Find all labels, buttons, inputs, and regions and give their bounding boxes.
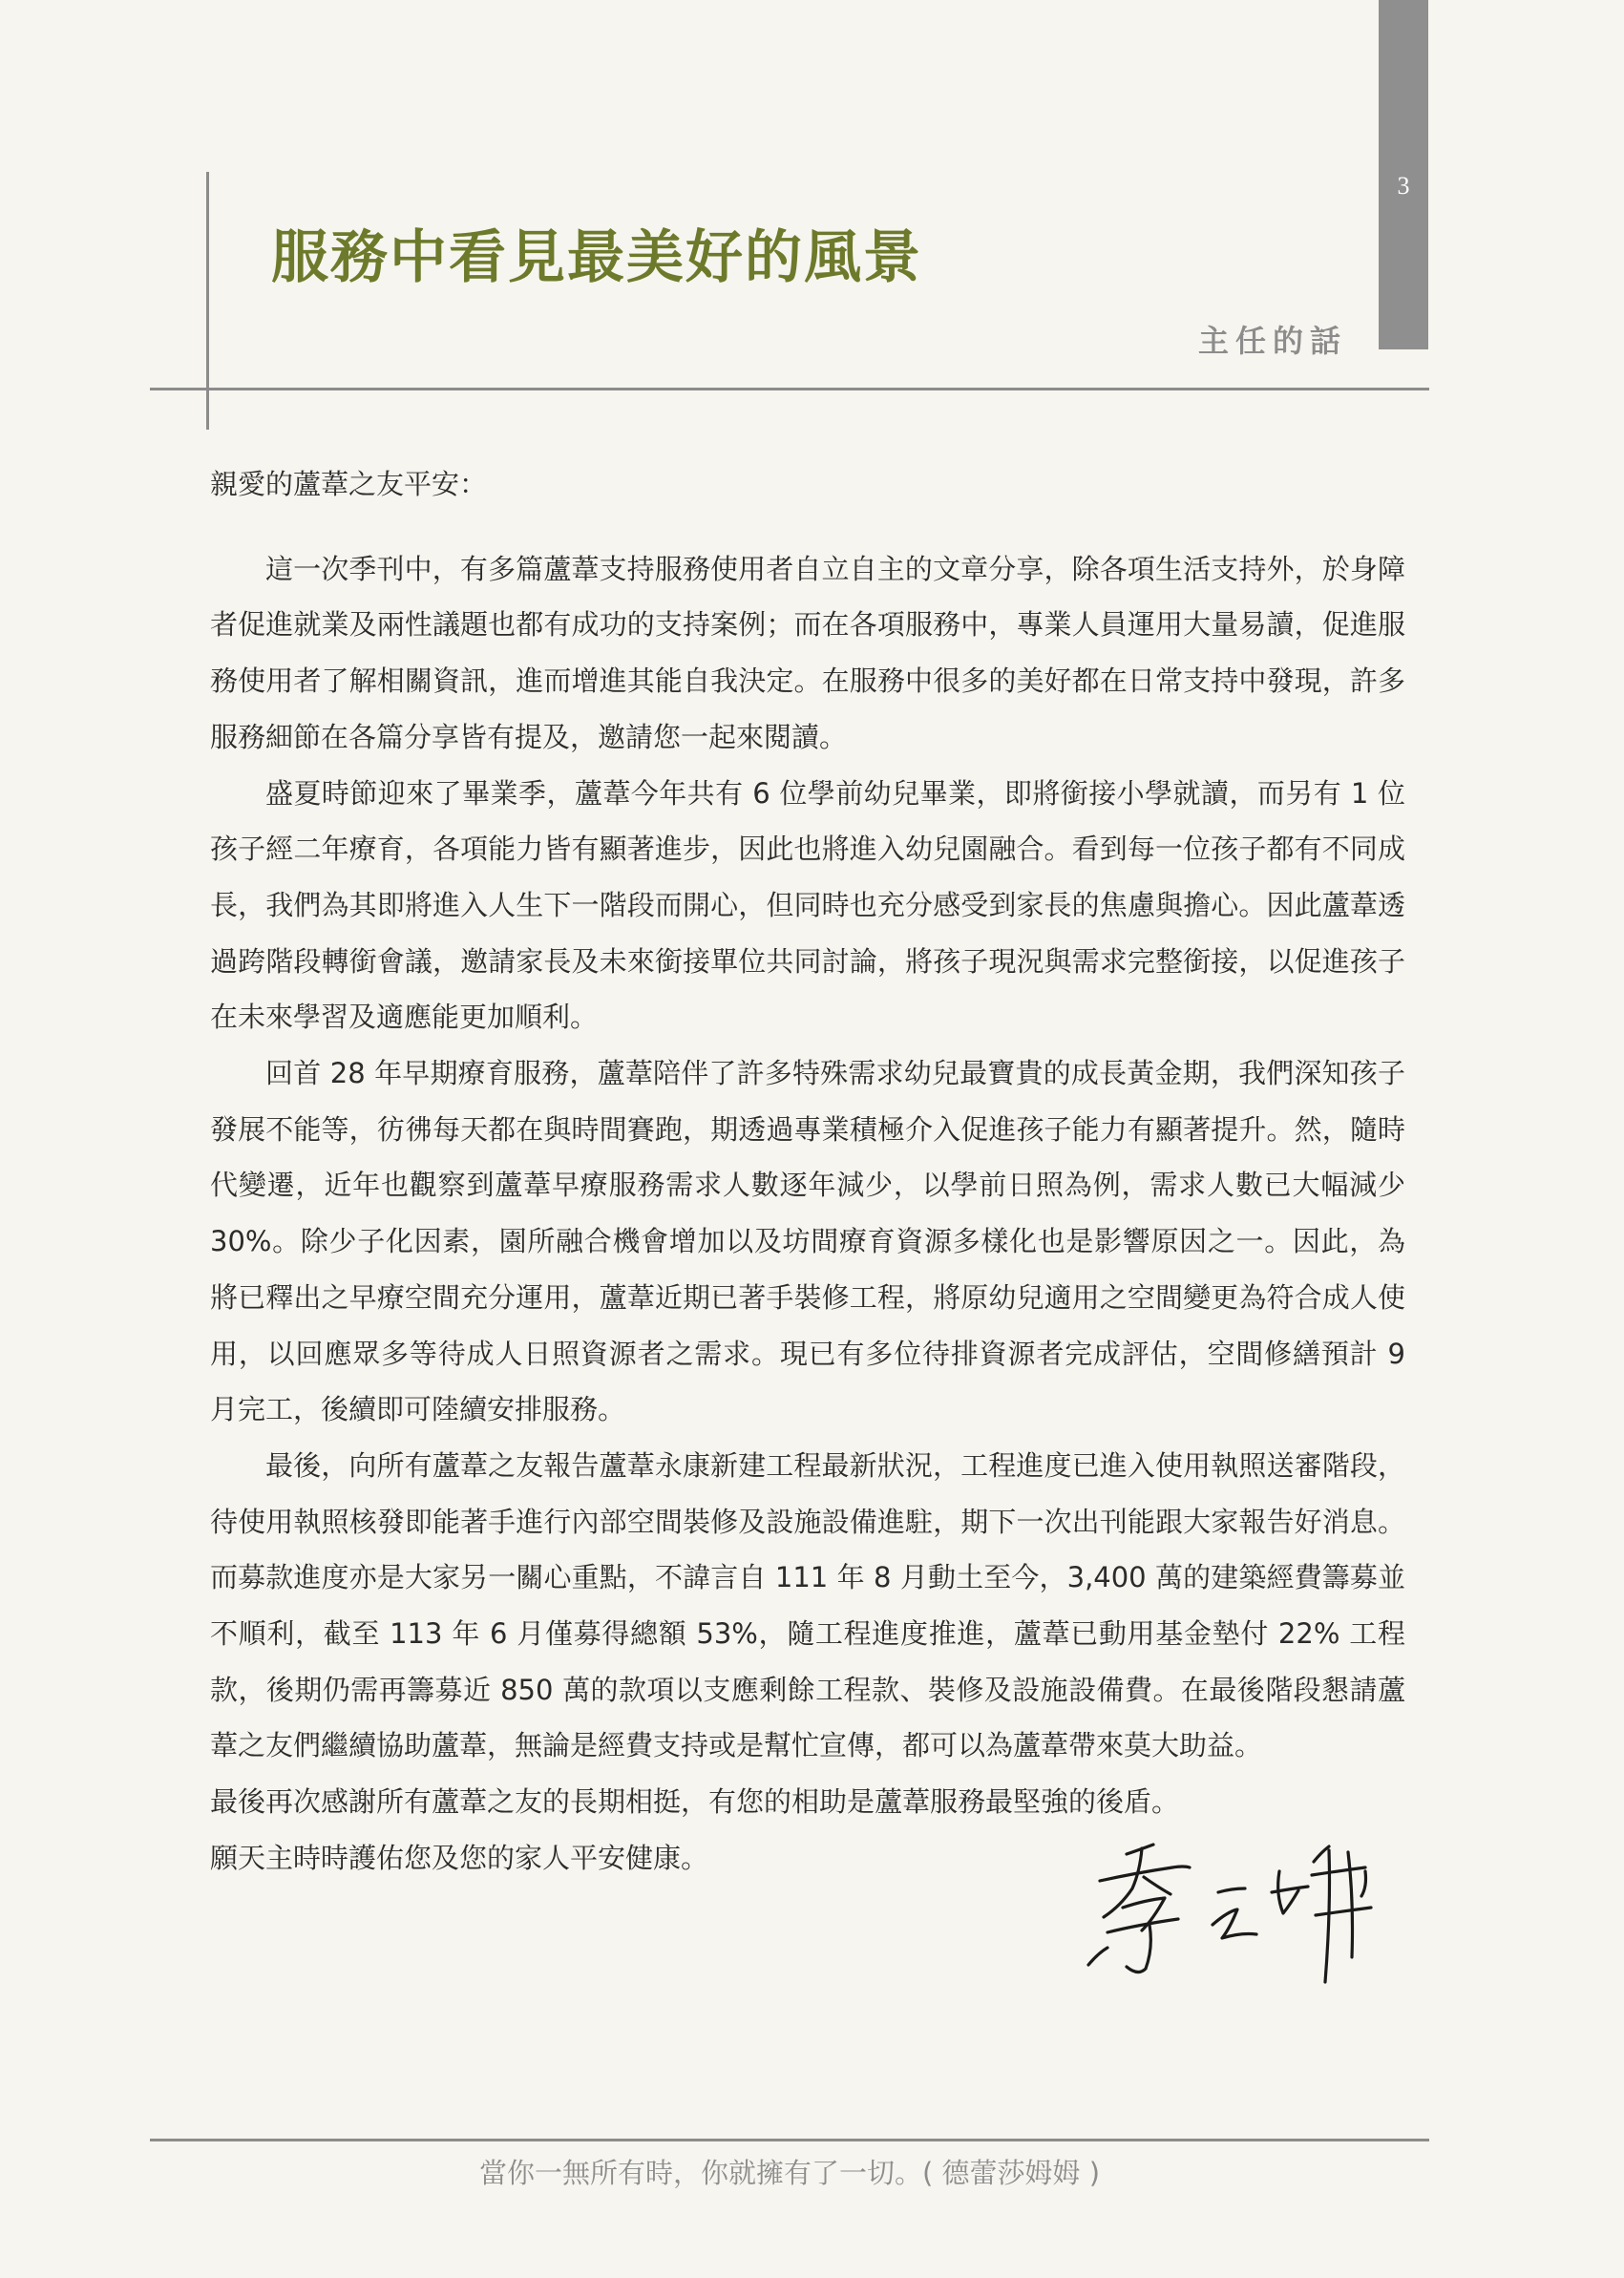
- header-vertical-rule: [206, 172, 209, 430]
- letter-paragraph: 盛夏時節迎來了畢業季，蘆葦今年共有 6 位學前幼兒畢業，即將銜接小學就讀，而另有 1 位孩子經二年療育，各項能力皆有顯著進步，因此也將進入幼兒園融合。看到每一位孩子都有不同成長，我們為其即將進入人生下一階段而開心，但同時也充分感受到家長的焦慮與擔心。因此蘆葦透過跨階段轉銜會議，邀請家長及未來銜接單位共同討論，將孩子現況與需求完整銜接，以促進孩子在未來學習及適應能更加順利。: [210, 776, 1405, 1034]
- footer-rule: [150, 2139, 1429, 2141]
- letter-paragraph: 這一次季刊中，有多篇蘆葦支持服務使用者自立自主的文章分享，除各項生活支持外，於身障者促進就業及兩性議題也都有成功的支持案例；而在各項服務中，專業人員運用大量易讀，促進服務使用者了解相關資訊，進而增進其能自我決定。在服務中很多的美好都在日常支持中發現，許多服務細節在各篇分享皆有提及，邀請您一起來閱讀。: [210, 552, 1405, 753]
- letter-body: [210, 456, 1405, 1887]
- letter-paragraph: 回首 28 年早期療育服務，蘆葦陪伴了許多特殊需求幼兒最寶貴的成長黃金期，我們深知孩子發展不能等，彷彿每天都在與時間賽跑，期透過專業積極介入促進孩子能力有顯著提升。然，隨時代變遷，近年也觀察到蘆葦早療服務需求人數逐年減少，以學前日照為例，需求人數已大幅減少 30%。除少子化因素，園所融合機會增加以及坊間療育資源多樣化也是影響原因之一。因此，為將已釋出之早療空間充分運用，蘆葦近期已著手裝修工程，將原幼兒適用之空間變更為符合成人使用，以回應眾多等待成人日照資源者之需求。現已有多位待排資源者完成評估，空間修繕預計 9 月完工，後續即可陸續安排服務。: [210, 1057, 1405, 1426]
- handwritten-signature: [1079, 1833, 1413, 1986]
- header-horizontal-rule: [150, 388, 1429, 390]
- letter-closing-line: 願天主時時護佑您及您的家人平安健康。: [210, 1841, 709, 1874]
- letter-greeting: 親愛的蘆葦之友平安：: [210, 468, 488, 500]
- page-number: 3: [1397, 172, 1410, 200]
- section-label: 主任的話: [1197, 323, 1347, 359]
- page-title: 服務中看見最美好的風景: [271, 224, 922, 291]
- letter-paragraph: 最後，向所有蘆葦之友報告蘆葦永康新建工程最新狀況，工程進度已進入使用執照送審階段，待使用執照核發即能著手進行內部空間裝修及設施設備進駐，期下一次出刊能跟大家報告好消息。而募款進度亦是大家另一關心重點，不諱言自 111 年 8 月動土至今，3,400 萬的建築經費籌募並不順利，截至 113 年 6 月僅募得總額 53%，隨工程進度推進，蘆葦已動用基金墊付 22% 工程款，後期仍需再籌募近 850 萬的款項以支應剩餘工程款、裝修及設施設備費。在最後階段懇請蘆葦之友們繼續協助蘆葦，無論是經費支持或是幫忙宣傳，都可以為蘆葦帶來莫大助益。: [210, 1448, 1405, 1762]
- letter-closing-line: 最後再次感謝所有蘆葦之友的長期相挺，有您的相助是蘆葦服務最堅強的後盾。: [210, 1785, 1180, 1819]
- footer-quote: 當你一無所有時，你就擁有了一切。( 德蕾莎姆姆 ): [478, 2157, 1101, 2189]
